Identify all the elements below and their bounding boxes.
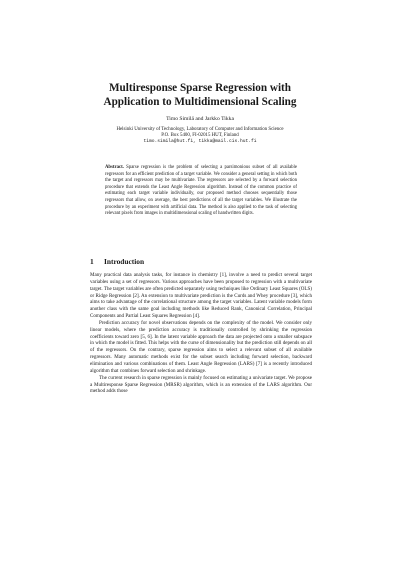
authors: Timo Similä and Jarkko Tikka: [166, 116, 234, 122]
abstract-text: Sparse regression is the problem of selecting a parsimonious subset of all available regressors for an efficient prediction of a target variable. We consider a general setting in which both the target and regressors may be multivariate. The regressors are selected by a forward selection procedure that extends the Least Angle Regression algorithm. Instead of the common practice of estimating each target variable individually, our proposed method chooses sequentially those regressors that allow, on average, the best predictions of all the target variables. We illustrate the procedure by an experiment with artificial data. The method is also applied to the task of selecting relevant pixels from images in multidimensional scaling of handwritten digits.: [105, 165, 297, 217]
abstract-label: Abstract.: [105, 165, 124, 170]
affiliation-line-2: P.O. Box 5400, FI-02015 HUT, Finland: [161, 133, 239, 139]
title-line-1: Multiresponse Sparse Regression with: [108, 82, 291, 94]
paper-title: [60, 82, 340, 109]
section-number: 1: [90, 257, 94, 266]
section-title: Introduction: [104, 257, 145, 266]
paragraph: Prediction accuracy for novel observations depends on the complexity of the model. We consider only linear models, where the prediction accuracy is traditionally controlled by shrinking the regression coefficients toward zero [5, 6]. In the latent variable approach the data are projected onto a smaller subspace in which the model is fitted. This helps with the curse of dimensionality but the prediction still depends on all of the regressors. On the contrary, sparse regression aims to select a relevant subset of all available regressors. Many automatic methods exist for the subset search including forward selection, backward elimination and various combinations of them. Least Angle Regression (LARS) [7] is a recently introduced algorithm that combines forward selection and shrinkage.: [90, 319, 312, 374]
author-emails: timo.simila@hut.fi, tikka@mail.cis.hut.fi: [143, 139, 257, 145]
title-line-2: Application to Multidimensional Scaling: [103, 95, 297, 108]
affiliation: [60, 127, 340, 146]
abstract: [105, 165, 297, 218]
paragraph: The current research in sparse regression is mainly focused on estimating a univariate target. We propose a Multiresponse Sparse Regression (MRSR) algorithm, which is an extension of the LARS algorithm. Our method adds those: [90, 374, 312, 395]
section-heading: [90, 257, 144, 266]
paragraph: Many practical data analysis tasks, for instance in chemistry [1], involve a need to predict several target variables using a set of regressors. Various approaches have been proposed to regression with a multivariate target. The target variables are often predicted separately using techniques like Ordinary Least Squares (OLS) or Ridge Regression [2]. An extension to multivariate prediction is the Curds and Whey procedure [3], which aims to take advantage of the correlational structure among the target variables. Latent variable models form another class with the same goal including methods like Reduced Rank, Canonical Correlation, Principal Components and Partial Least Squares Regression [4].: [90, 272, 312, 320]
affiliation-line-1: Helsinki University of Technology, Laboratory of Computer and Information Science: [116, 127, 284, 132]
body-text: [90, 272, 312, 395]
